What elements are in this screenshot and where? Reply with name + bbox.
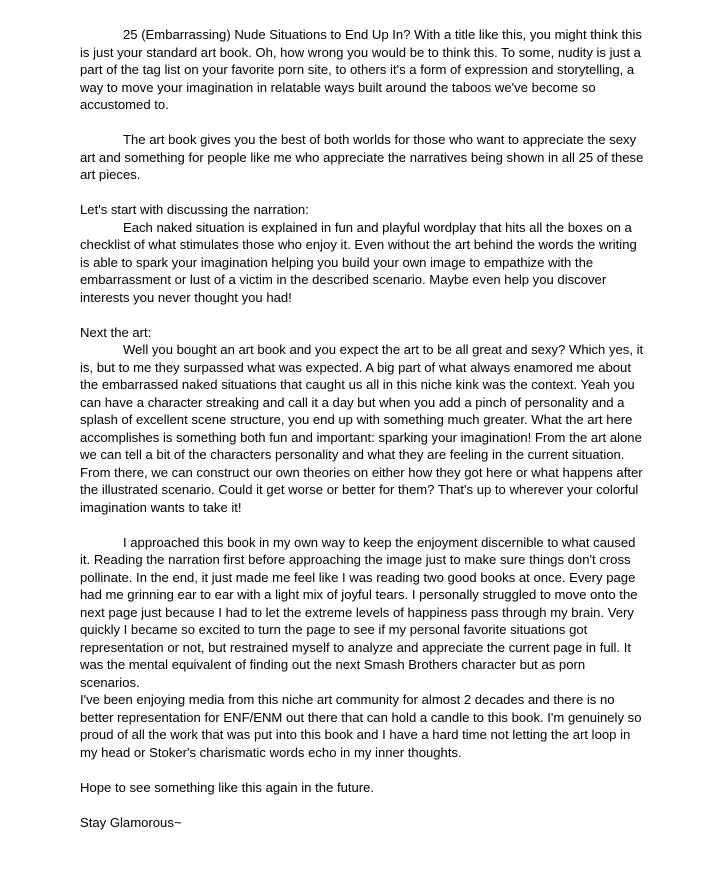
paragraph-spacer bbox=[80, 761, 646, 779]
best-of-both-paragraph: The art book gives you the best of both worlds for those who want to appreciate the sexy art and something for people like me who appreciate the narratives being shown in all 25 of these art pieces. bbox=[80, 132, 644, 182]
intro-paragraph: 25 (Embarrassing) Nude Situations to End Up In? With a title like this, you might think this is just your standard art book. Oh, how wrong you would be to think this. To some, nudity is just a part of the tag list on your favorite porn site, to others it's a form of expression and storytelling, a way to move your imagination in relatable ways built around the taboos we've become so accustomed to. bbox=[80, 27, 642, 112]
community-paragraph: I've been enjoying media from this niche art community for almost 2 decades and there is no better representation for ENF/ENM out there that can hold a candle to this book. I'm genuinely so proud of all the work that was put into this book and I have a hard time not letting the art loop in my head or Stoker's charismatic words echo in my inner thoughts. bbox=[80, 692, 642, 760]
paragraph-spacer bbox=[80, 306, 646, 324]
approach-paragraph: I approached this book in my own way to keep the enjoyment discernible to what caused it. Reading the narration first before approaching the image just to make sure things don't cross pollinate. In the end, it just made me feel like I was reading two good books at once. Every page had me grinning ear to ear with a light mix of joyful tears. I personally struggled to move onto the next page just because I had to let the extreme levels of happiness pass through my brain. Very quickly I became so excited to turn the page to see if my personal favorite situations got representation or not, but restrained myself to analyze and appreciate the current page in full. It was the mental equivalent of finding out the next Smash Brothers character but as porn scenarios. bbox=[80, 534, 638, 690]
narration-heading: Let's start with discussing the narration: bbox=[80, 202, 309, 217]
art-heading: Next the art: bbox=[80, 324, 152, 340]
hope-paragraph: Hope to see something like this again in the future. bbox=[80, 779, 375, 795]
paragraph-spacer bbox=[80, 516, 646, 534]
art-paragraph: Well you bought an art book and you expect the art to be all great and sexy? Which yes, it is, but to me they surpassed what was expected. A big part of what always enamored me about the embarrassed naked situations that caught us all in this niche kink was the context. Yeah you can have a character streaking and call it a day but when you add a pinch of personality and a splash of excellent scene structure, you end up with something much greater. What the art here accomplishes is something both fun and important: sparking your imagination! From the art alone we can tell a bit of the characters personality and what they are feeling in the current situation. From there, we can construct our own theories on either how they got here or what happens after the illustrated scenario. Could it get worse or better for them? That's up to wherever your colorful imagination wants to take it! bbox=[80, 342, 644, 515]
signoff-line: Stay Glamorous~ bbox=[80, 814, 182, 830]
narration-paragraph: Each naked situation is explained in fun and playful wordplay that hits all the boxes on a checklist of what stimulates those who enjoy it. Even without the art behind the words the writing is able to spark your imagination helping you build your own image to empathize with the embarrassment or lust of a victim in the described scenario. Maybe even help you discover interests you never thought you had! bbox=[80, 219, 637, 305]
paragraph-spacer bbox=[80, 184, 646, 202]
paragraph-spacer bbox=[80, 796, 646, 814]
document-page bbox=[80, 26, 646, 831]
paragraph-spacer bbox=[80, 114, 646, 132]
